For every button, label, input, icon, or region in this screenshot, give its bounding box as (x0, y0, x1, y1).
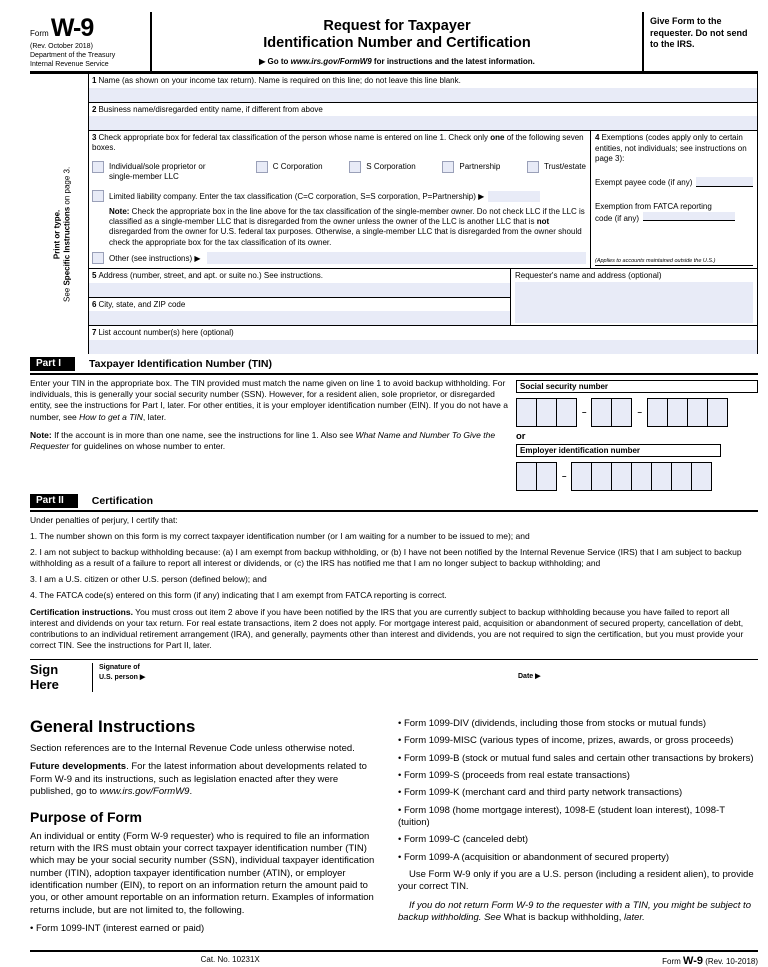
note-text-b: disregarded from the owner for U.S. federal tax purposes. Otherwise, a single-member LLC that is disregarded from the owner should check the appropriate box for the tax classification of its owner. (109, 227, 582, 247)
s-corporation-checkbox[interactable] (349, 161, 361, 173)
give-form-note: Give Form to the requester. Do not send to the IRS. (650, 16, 748, 50)
form-word: Form (30, 29, 49, 38)
here-word: Here (30, 676, 59, 692)
arrow-icon: ▶ (535, 673, 541, 681)
ssn-group-1 (516, 398, 577, 427)
ein-digit[interactable] (691, 462, 712, 491)
ein-digit[interactable] (571, 462, 592, 491)
option-trust-estate (527, 161, 586, 182)
ein-digit-boxes (516, 462, 758, 491)
footer-revision: (Rev. 10-2018) (705, 957, 758, 967)
backup-withholding-italic-b: later. (621, 912, 645, 924)
applies-note: (Applies to accounts maintained outside the U.S.) (595, 258, 753, 266)
backup-withholding-italic-a: If you do not return Form W-9 to the requester with a TIN, you might be subject to backup withholding. See (398, 899, 751, 924)
line1-text: Name (as shown on your income tax return). Name is required on this line; do not leave this line blank. (98, 76, 461, 86)
goto-suffix: for instructions and the latest information. (371, 57, 535, 67)
ein-digit[interactable] (591, 462, 612, 491)
bullet-1099-a: • Form 1099-A (acquisition or abandonment of secured property) (398, 851, 670, 863)
individual-label: Individual/sole proprietor or single-member LLC (109, 161, 206, 181)
line7-label (89, 326, 757, 340)
line7-row (89, 326, 757, 354)
form-title-line2: Identification Number and Certification (263, 35, 531, 52)
option-partnership (442, 161, 500, 182)
form-title-line1: Request for Taxpayer (323, 18, 471, 34)
part2-body (30, 512, 758, 651)
future-developments-end: . (189, 786, 193, 798)
part2-badge: Part II (30, 494, 78, 508)
other-label-text: Other (see instructions) (109, 253, 195, 263)
bullet-1099-c: • Form 1099-C (canceled debt) (398, 834, 529, 846)
goto-prefix: Go to (265, 57, 291, 67)
c-corporation-checkbox[interactable] (256, 161, 268, 173)
instructions-left-column (30, 716, 394, 940)
print-or-type-note (53, 130, 74, 340)
dept-treasury: Department of the Treasury (30, 51, 116, 59)
ein-digit[interactable] (671, 462, 692, 491)
line5-number: 5 (92, 271, 97, 281)
certification-item-1: 1. The number shown on this form is my correct taxpayer identification number (or I am waiting for a number to be issued to me); and (30, 531, 530, 542)
ssn-digit-boxes (516, 398, 758, 427)
bullet-1098: • Form 1098 (home mortgage interest), 1098-E (student loan interest), 1098-T (tuition) (398, 804, 725, 829)
backup-withholding-roman: What is backup withholding, (503, 912, 622, 924)
part1-note-label: Note: (30, 429, 52, 440)
ssn-dash: – (582, 407, 587, 417)
bullet-1099-int: • Form 1099-INT (interest earned or paid) (30, 923, 205, 935)
ein-dash: – (562, 471, 567, 481)
footer-form-word: Form (662, 957, 681, 967)
account-numbers-input[interactable] (89, 340, 757, 354)
part2-header (30, 493, 758, 512)
line5-text: Address (number, street, and apt. or suite no.) See instructions. (98, 271, 324, 281)
certification-intro: Under penalties of perjury, I certify that: (30, 514, 178, 525)
form-url[interactable]: www.irs.gov/FormW9 (290, 57, 372, 67)
llc-checkbox[interactable] (92, 190, 104, 202)
llc-classification-input[interactable] (488, 191, 540, 202)
sign-word: Sign (30, 662, 59, 678)
future-developments-label: Future developments (30, 761, 127, 773)
line4-label (595, 133, 753, 164)
certification-item-3: 3. I am a U.S. citizen or other U.S. person (defined below); and (30, 574, 267, 585)
form-header (30, 12, 758, 74)
line3-text-bold: one (490, 133, 505, 143)
requester-box (511, 269, 757, 325)
field-grid (30, 74, 758, 354)
part1-body (30, 375, 758, 491)
s-corporation-label: S Corporation (366, 161, 416, 171)
ssn-dash: – (637, 407, 642, 417)
address-column (89, 269, 511, 325)
date-label: Date (518, 673, 536, 681)
business-name-input[interactable] (89, 116, 757, 130)
purpose-of-form-title: Purpose of Form (30, 808, 143, 825)
ssn-digit[interactable] (591, 398, 612, 427)
instructions-right-column (394, 716, 758, 940)
part1-note-italic: What Name and Number To Give the Requester (30, 429, 496, 452)
footer-form-number: W-9 (683, 955, 703, 967)
line2-number: 2 (92, 104, 97, 114)
option-s-corp (349, 161, 415, 182)
arrow-icon: ▶ (194, 253, 201, 263)
line3-text-b: of the following seven boxes. (92, 133, 584, 153)
llc-note (109, 207, 586, 249)
ein-digit[interactable] (536, 462, 557, 491)
form-title (160, 18, 634, 53)
print-or-type: Print or type. (52, 209, 62, 260)
fatca-code-input[interactable] (643, 212, 735, 221)
exempt-payee-label: Exempt payee code (if any) (595, 177, 693, 187)
future-developments-paragraph (30, 761, 380, 798)
ssn-digit[interactable] (707, 398, 728, 427)
option-c-corp (256, 161, 323, 182)
ein-digit[interactable] (631, 462, 652, 491)
city-state-zip-input[interactable] (89, 311, 510, 325)
see-b: Specific Instructions (63, 207, 72, 286)
ssn-label-box: Social security number (516, 380, 758, 393)
see-instructions (63, 130, 73, 340)
line1-row (89, 74, 757, 103)
catalog-number: Cat. No. 10231X (200, 955, 260, 965)
individual-checkbox[interactable] (92, 161, 104, 173)
trust-estate-label: Trust/estate (544, 161, 586, 171)
partnership-checkbox[interactable] (442, 161, 454, 173)
line3-box (89, 131, 591, 268)
signature-input[interactable] (145, 663, 518, 692)
line3-label (92, 133, 586, 152)
ein-digit[interactable] (516, 462, 537, 491)
llc-label-text: Limited liability company. Enter the tax classification (C=C corporation, S=S corporation, P=Partnership) (109, 191, 479, 201)
trust-estate-checkbox[interactable] (527, 161, 539, 173)
signature-area (92, 663, 758, 692)
fatca-label-line1: Exemption from FATCA reporting (595, 201, 712, 211)
c-corporation-label: C Corporation (272, 161, 323, 171)
see-c: on page 3. (63, 167, 72, 208)
line6-label (89, 298, 510, 312)
signature-of-line2 (99, 673, 145, 683)
part1-note-b: for guidelines on whose number to enter. (69, 441, 226, 452)
certification-instructions-text: You must cross out item 2 above if you have been notified by the IRS that you are currently subject to backup withholding because you have failed to report all interest and dividends on your tax return. For real estate transactions, item 2 does not apply. For mortgage interest paid, acquisition or abandonment of secured property, cancellation of debt, contributions to an individual retirement arrangement (IRA), and generally, payments other than interest and dividends, you are not required to sign the certification, but you must provide your correct TIN. See the instructions for Part II, later. (30, 607, 744, 651)
form-footer-id (430, 955, 758, 967)
line1-label (89, 74, 757, 88)
arrow-icon: ▶ (139, 674, 146, 682)
bullet-1099-k: • Form 1099-K (merchant card and third party network transactions) (398, 787, 683, 799)
ein-digit[interactable] (651, 462, 672, 491)
ssn-digit[interactable] (687, 398, 708, 427)
llc-label (109, 191, 484, 202)
ein-label-box: Employer identification number (516, 444, 721, 457)
certification-instructions-label: Certification instructions. (30, 607, 133, 618)
exempt-payee-input[interactable] (696, 177, 753, 187)
form-number: W-9 (50, 14, 94, 42)
arrow-icon: ▶ (259, 57, 266, 67)
irs-label: Internal Revenue Service (30, 60, 109, 68)
ssn-group-3 (647, 398, 728, 427)
line5-line6-row (89, 269, 757, 326)
line4-box (591, 131, 757, 268)
line6-text: City, state, and ZIP code (98, 299, 186, 309)
note-label: Note: (109, 206, 130, 216)
goto-instructions-line (160, 57, 634, 68)
ssn-digit[interactable] (667, 398, 688, 427)
line7-text: List account number(s) here (optional) (98, 328, 234, 338)
classification-checkbox-row (92, 161, 586, 182)
ssn-digit[interactable] (556, 398, 577, 427)
ssn-digit[interactable] (611, 398, 632, 427)
part1-note-a: If the account is in more than one name, see the instructions for line 1. Also see (51, 429, 356, 440)
us-person-label: U.S. person (99, 674, 140, 682)
bullet-1099-b: • Form 1099-B (stock or mutual fund sales and certain other transactions by brokers) (398, 752, 754, 764)
line3-text-a: Check appropriate box for federal tax classification of the person whose name is entered on line 1. Check only (98, 133, 491, 143)
form-revision: (Rev. October 2018) (30, 43, 93, 50)
ssn-group-2 (591, 398, 632, 427)
requester-label: Requester's name and address (optional) (515, 271, 662, 281)
requester-input[interactable] (515, 282, 753, 323)
backup-withholding-paragraph (398, 900, 758, 925)
line3-line4-row (89, 131, 757, 269)
line6-row (89, 298, 510, 326)
future-developments-url[interactable]: www.irs.gov/FormW9 (99, 786, 190, 798)
line2-text: Business name/disregarded entity name, if different from above (98, 104, 323, 114)
fatca-label-line2: code (if any) (595, 213, 640, 223)
sign-here-label (30, 663, 92, 692)
form-title-block (150, 12, 644, 71)
fatca-row (595, 201, 753, 224)
part1-p1-a: Enter your TIN in the appropriate box. The TIN provided must match the name given on line 1 to avoid backup withholding. For individuals, this is generally your social security number (SSN). However, for a resident alien, sole proprietor, or disregarded entity, see the instructions for Part I, later. For other entities, it is your employer identification number (EIN). If you do not have a number, see (30, 377, 508, 422)
tin-column (516, 378, 758, 491)
section-references-paragraph: Section references are to the Internal Revenue Code unless otherwise noted. (30, 743, 355, 755)
certification-item-4: 4. The FATCA code(s) entered on this form (if any) indicating that I am exempt from FATCA reporting is correct. (30, 590, 447, 601)
note-text-bold: not (536, 217, 550, 227)
certification-item-2: 2. I am not subject to backup withholding because: (a) I am exempt from backup withholding, or (b) I have not been notified by the Internal Revenue Service (IRS) that I am subject to backup withholding as a result of a failure to report all interest or dividends, or (c) the IRS has notified me that I am no longer subject to backup withholding; and (30, 547, 742, 569)
part1-title: Taxpayer Identification Number (TIN) (89, 357, 273, 370)
line4-number: 4 (595, 133, 600, 143)
signature-of-label (99, 663, 145, 692)
ssn-digit[interactable] (516, 398, 537, 427)
line1-number: 1 (92, 76, 97, 86)
part1-p1-b: , later. (142, 411, 167, 422)
part2-title: Certification (91, 494, 154, 507)
line7-number: 7 (92, 328, 97, 338)
other-label (109, 253, 201, 264)
line5-label (89, 269, 510, 283)
part1-header (30, 356, 758, 375)
see-a: See (63, 285, 72, 303)
ein-digit[interactable] (611, 462, 632, 491)
form-id-block (30, 12, 150, 71)
ssn-digit[interactable] (647, 398, 668, 427)
bullet-1099-s: • Form 1099-S (proceeds from real estate transactions) (398, 770, 630, 782)
llc-row (92, 190, 586, 202)
line4-text: Exemptions (codes apply only to certain entities, not individuals; see instructions on page 3): (595, 133, 747, 164)
general-instructions (30, 716, 758, 940)
ssn-digit[interactable] (536, 398, 557, 427)
page-footer (30, 950, 758, 967)
note-text-a: Check the appropriate box in the line above for the tax classification of the single-member owner. Do not check LLC if the LLC is classified as a single-member LLC that is disregarded from the owner unless the owner of the LLC is another LLC that is (109, 206, 585, 227)
general-instructions-title: General Instructions (30, 717, 196, 737)
purpose-paragraph: An individual or entity (Form W-9 requester) who is required to file an information return with the IRS must obtain your correct taxpayer identification number (TIN) which may be your social security number (SSN), individual taxpayer identification number (ITIN), adoption taxpayer identification number (ATIN), or employer identification number (EIN), to report on an information return the amount paid to you, or other amount reportable on an information return. Examples of information returns include, but are not limited to, the following. (30, 830, 375, 916)
bullet-1099-misc: • Form 1099-MISC (various types of income, prizes, awards, or gross proceeds) (398, 735, 734, 747)
fatca-label-line2-wrap (595, 212, 753, 224)
date-field[interactable] (518, 663, 758, 692)
certification-instructions (30, 607, 758, 651)
arrow-icon: ▶ (478, 191, 485, 201)
bullet-1099-div: • Form 1099-DIV (dividends, including those from stocks or mutual funds) (398, 718, 706, 730)
signature-of-line1: Signature of (99, 664, 140, 672)
line2-label (89, 103, 757, 117)
line3-number: 3 (92, 133, 97, 143)
other-checkbox[interactable] (92, 252, 104, 264)
exempt-payee-row (595, 177, 753, 187)
ein-group-2 (571, 462, 712, 491)
address-input[interactable] (89, 283, 510, 297)
line5-row (89, 269, 510, 298)
sign-here-row (30, 659, 758, 706)
future-developments-text: . For the latest information about developments related to Form W-9 and its instructions, such as legislation enacted after they were published, go to (30, 761, 367, 798)
use-form-paragraph: Use Form W-9 only if you are a U.S. person (including a resident alien), to provide your correct TIN. (398, 869, 754, 893)
part1-text (30, 378, 516, 491)
option-individual (92, 161, 229, 182)
line2-row (89, 103, 757, 132)
other-input[interactable] (207, 252, 586, 264)
part1-p1-italic: How to get a TIN (79, 411, 143, 422)
other-row (92, 252, 586, 264)
ein-group-1 (516, 462, 557, 491)
name-input[interactable] (89, 88, 757, 102)
part1-note (30, 430, 508, 452)
or-label: or (516, 430, 526, 442)
side-note-strip (30, 74, 88, 354)
part1-paragraph1 (30, 378, 508, 423)
part1-badge: Part I (30, 357, 75, 371)
partnership-label: Partnership (459, 161, 501, 171)
field-rows (88, 74, 758, 354)
line6-number: 6 (92, 299, 97, 309)
